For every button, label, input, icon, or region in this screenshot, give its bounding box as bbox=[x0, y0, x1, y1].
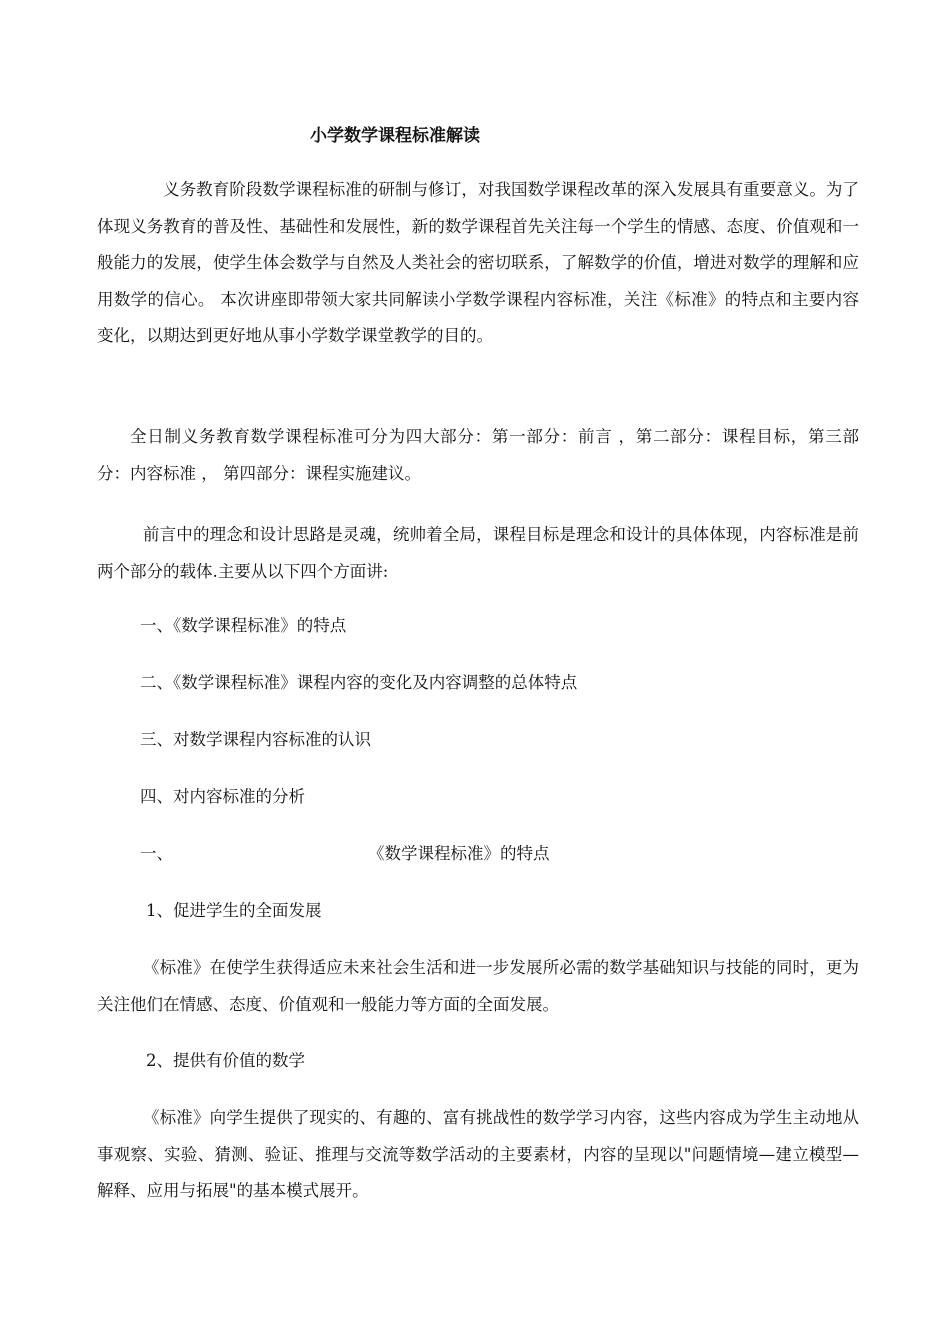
outline-item-4: 四、对内容标准的分析 bbox=[140, 787, 305, 806]
section-number: 一、 bbox=[140, 844, 173, 863]
outline-item-3: 三、对数学课程内容标准的认识 bbox=[140, 730, 371, 749]
point-2-heading: 2、提供有价值的数学 bbox=[146, 1051, 305, 1070]
section-heading: 《数学课程标准》的特点 bbox=[368, 844, 550, 863]
intro-paragraph: 义务教育阶段数学课程标准的研制与修订，对我国数学课程改革的深入发展具有重要意义。为了体现义务教育的普及性、基础性和发展性，新的数学课程首先关注每一个学生的情感、态度、价值观和一般能力的发展，使学生体会数学与自然及人类社会的密切联系，了解数学的价值，增进对数学的理解和应用数学的信心。 本次讲座即带领大家共同解读小学数学课程内容标准，关注《标准》的特点和主要内容变化，以期达到更好地从事小学数学课堂教学的目的。 bbox=[97, 180, 859, 345]
outline-item-2: 二、《数学课程标准》课程内容的变化及内容调整的总体特点 bbox=[140, 673, 578, 692]
point-1-heading: 1、促进学生的全面发展 bbox=[146, 901, 322, 920]
point-1-paragraph: 《标准》在使学生获得适应未来社会生活和进一步发展所必需的数学基础知识与技能的同时，更为关注他们在情感、态度、价值观和一般能力等方面的全面发展。 bbox=[97, 958, 859, 1014]
point-2-paragraph: 《标准》向学生提供了现实的、有趣的、富有挑战性的数学学习内容，这些内容成为学生主动地从事观察、实验、猜测、验证、推理与交流等数学活动的主要素材，内容的呈现以"问题情境—建立模型—解释、应用与拓展"的基本模式展开。 bbox=[97, 1108, 859, 1200]
outline-item-1: 一、《数学课程标准》的特点 bbox=[140, 616, 347, 635]
soul-paragraph: 前言中的理念和设计思路是灵魂，统帅着全局，课程目标是理念和设计的具体体现，内容标准是前两个部分的载体.主要从以下四个方面讲: bbox=[97, 525, 859, 581]
parts-paragraph: 全日制义务教育数学课程标准可分为四大部分：第一部分：前言 ，第二部分：课程目标，第三部分：内容标准 ， 第四部分：课程实施建议。 bbox=[97, 427, 859, 483]
document-title: 小学数学课程标准解读 bbox=[310, 126, 480, 146]
